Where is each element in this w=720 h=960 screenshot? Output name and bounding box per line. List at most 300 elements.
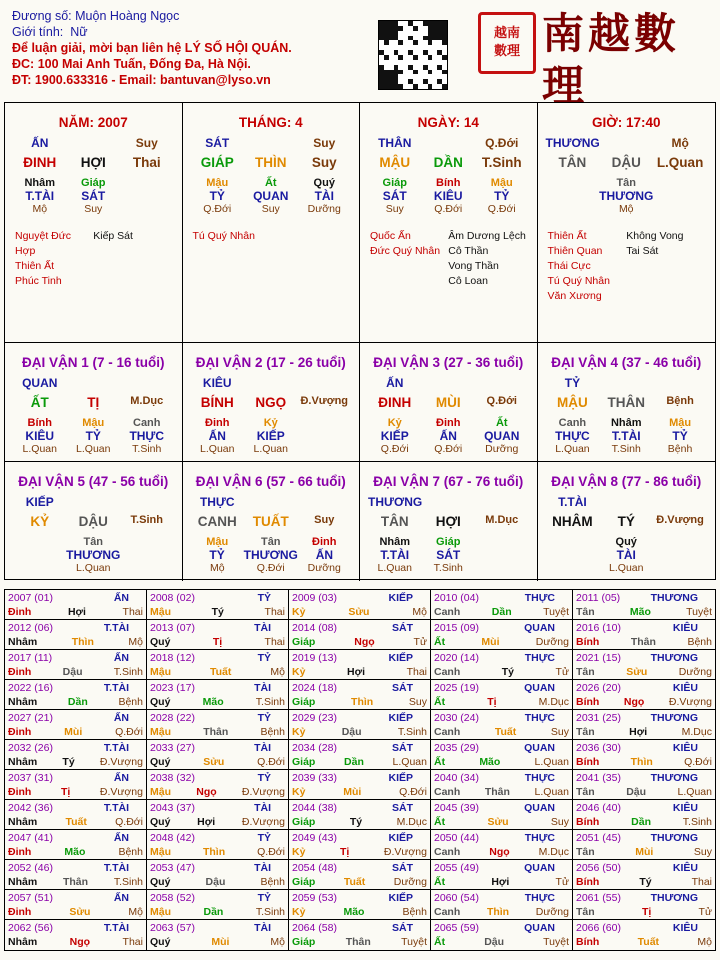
year-line-1: [434, 861, 569, 875]
year-cell[interactable]: [147, 590, 289, 620]
pillar-stem-branch-0: TÂN: [558, 155, 587, 170]
year-line-1: [434, 681, 569, 695]
pillar-stem-branch-2: Thai: [132, 155, 161, 170]
year-stem: Tân: [576, 606, 595, 618]
year-line-2: [434, 815, 569, 829]
dai-van-hidden-stage-0: L.Quan: [555, 443, 590, 455]
dai-van-hidden-stage-row: [360, 562, 537, 574]
year-line-1: [434, 621, 569, 635]
year-cell[interactable]: [147, 620, 289, 650]
year-line-2: [434, 935, 569, 949]
year-cell[interactable]: [5, 680, 147, 710]
year-line-1: [8, 591, 143, 605]
year-branch: Dậu: [62, 666, 83, 678]
year-stem: Quý: [150, 876, 171, 888]
year-god: SÁT: [392, 682, 413, 694]
dai-van-stage: M.Dục: [130, 395, 164, 407]
year-cell[interactable]: [5, 830, 147, 860]
year-label: 2046 (40): [576, 802, 621, 814]
dai-van-stem-branch-row: [183, 395, 360, 413]
pillar-stage-1: Mộ: [618, 203, 634, 215]
year-cell[interactable]: [573, 800, 715, 830]
year-line-1: [8, 861, 143, 875]
dai-van-cell-8[interactable]: [538, 462, 716, 581]
year-label: 2028 (22): [150, 712, 195, 724]
year-stem: Kỷ: [292, 786, 306, 798]
pillar-top-god-row: [538, 136, 716, 151]
year-branch: Thân: [203, 726, 229, 738]
year-stem: Canh: [434, 786, 461, 798]
dai-van-hidden-0: Đinh: [205, 417, 230, 429]
star-item: Vong Thần: [448, 260, 499, 272]
pillar-hidden-stem-row: [360, 177, 537, 189]
year-cell[interactable]: [573, 920, 715, 950]
year-cell[interactable]: [5, 710, 147, 740]
year-cell[interactable]: [5, 620, 147, 650]
year-cell[interactable]: [289, 710, 431, 740]
year-god: KIẾP: [388, 772, 413, 784]
year-cell[interactable]: [289, 590, 431, 620]
dai-van-cell-6[interactable]: [183, 462, 361, 581]
blank: [67, 376, 121, 391]
year-stem: Mậu: [150, 726, 171, 738]
name-label: Đương số:: [12, 9, 72, 23]
year-line-1: [576, 711, 712, 725]
year-stage: Bệnh: [687, 636, 712, 648]
year-cell[interactable]: [573, 740, 715, 770]
dai-van-title: ĐẠI VẬN 7 (67 - 76 tuổi): [373, 474, 524, 489]
year-stage: Tuyệt: [401, 936, 427, 948]
year-label: 2021 (15): [576, 652, 621, 664]
dai-van-cell-4[interactable]: [538, 343, 716, 462]
star-item: Âm Dương Lệch: [448, 230, 526, 242]
year-cell[interactable]: [289, 740, 431, 770]
year-label: 2057 (51): [8, 892, 53, 904]
dai-van-branch: NGỌ: [255, 395, 287, 410]
year-stem: Ất: [434, 696, 446, 708]
year-cell[interactable]: [431, 830, 573, 860]
star-item: Thái Cực: [547, 260, 591, 272]
year-stem: Ất: [434, 636, 446, 648]
year-god: KIÊU: [672, 682, 698, 694]
year-stem: Mậu: [150, 666, 171, 678]
dai-van-stem: CANH: [197, 514, 237, 529]
year-branch: Dậu: [205, 876, 226, 888]
year-stage: Dưỡng: [535, 636, 569, 648]
year-stem: Giáp: [292, 816, 316, 828]
year-cell[interactable]: [431, 590, 573, 620]
year-line-1: [8, 651, 143, 665]
year-line-1: [8, 891, 143, 905]
year-cell[interactable]: [431, 920, 573, 950]
year-label: 2009 (03): [292, 592, 337, 604]
year-label: 2029 (23): [292, 712, 337, 724]
dai-van-hidden-god-2: THỰC: [129, 429, 165, 443]
year-cell[interactable]: [573, 710, 715, 740]
year-cell[interactable]: [573, 860, 715, 890]
contact-text[interactable]: ĐT: 1900.633316 - Email: bantuvan@lyso.vn: [12, 73, 271, 87]
year-cell[interactable]: [431, 710, 573, 740]
year-god: ẤN: [113, 772, 129, 784]
dai-van-branch: TỊ: [87, 395, 100, 410]
invite-text: Để luận giải, mời bạn liên hệ LÝ SỐ HỘI QUÁN.: [12, 41, 292, 55]
dai-van-god: KIẾP: [25, 495, 54, 509]
year-label: 2032 (26): [8, 742, 53, 754]
year-cell[interactable]: [289, 650, 431, 680]
pillar-stem-branch-1: THÌN: [255, 155, 287, 170]
blank: [599, 376, 653, 391]
dai-van-hidden-god-0: KIÊU: [25, 429, 55, 443]
dai-van-cell-5[interactable]: [5, 462, 183, 581]
year-branch: Tuất: [494, 726, 517, 738]
year-cell[interactable]: [431, 650, 573, 680]
year-cell[interactable]: [147, 830, 289, 860]
dai-van-god: THỰC: [199, 495, 235, 509]
year-stem: Canh: [434, 666, 461, 678]
year-stem: Canh: [434, 726, 461, 738]
gender-label: Giới tính:: [12, 25, 64, 39]
dai-van-branch: DẬU: [78, 514, 108, 529]
year-stem: Quý: [150, 816, 171, 828]
year-cell[interactable]: [147, 800, 289, 830]
year-branch: Ngọ: [196, 786, 217, 798]
year-cell[interactable]: [147, 770, 289, 800]
year-label: 2054 (48): [292, 862, 337, 874]
person-name: Muộn Hoàng Ngọc: [75, 9, 180, 23]
year-cell[interactable]: [289, 680, 431, 710]
year-cell[interactable]: [573, 890, 715, 920]
year-cell[interactable]: [289, 770, 431, 800]
year-stage: M.Dục: [538, 846, 569, 858]
year-branch: Thân: [630, 636, 656, 648]
pillar-hidden-god-1: SÁT: [81, 189, 106, 203]
year-line-2: [292, 755, 427, 769]
dai-van-hidden-god-2: [120, 548, 173, 562]
dai-van-hidden-1: Nhâm: [610, 417, 642, 429]
dai-van-god-row: [5, 376, 182, 391]
pillar-cell-0[interactable]: [5, 103, 183, 343]
pillar-top-god-row: [183, 136, 360, 151]
dai-van-title: ĐẠI VẬN 2 (17 - 26 tuổi): [195, 355, 346, 370]
star-item: Tú Quý Nhân: [547, 275, 610, 287]
dai-van-cell-1[interactable]: [5, 343, 183, 462]
year-stem: Kỷ: [292, 606, 306, 618]
year-label: 2042 (36): [8, 802, 53, 814]
year-god: ẤN: [113, 592, 129, 604]
year-line-1: [576, 831, 712, 845]
pillar-cell-1[interactable]: [183, 103, 361, 343]
year-stem: Nhâm: [8, 696, 38, 708]
year-branch: Hợi: [347, 666, 365, 678]
year-cell[interactable]: [431, 800, 573, 830]
year-stage: Thai: [122, 936, 143, 948]
year-line-2: [8, 815, 143, 829]
year-cell[interactable]: [5, 800, 147, 830]
year-cell[interactable]: [5, 860, 147, 890]
year-god: KIẾP: [388, 652, 413, 664]
year-branch: Ngọ: [489, 846, 510, 858]
year-label: 2037 (31): [8, 772, 53, 784]
year-branch: Tuất: [343, 876, 366, 888]
year-cell[interactable]: [289, 800, 431, 830]
year-stem: Đinh: [8, 846, 32, 858]
header: [12, 8, 372, 88]
year-line-1: [292, 591, 427, 605]
year-cell[interactable]: [573, 830, 715, 860]
year-cell[interactable]: [573, 620, 715, 650]
pillar-stage-row: [5, 203, 182, 215]
year-cell[interactable]: [147, 650, 289, 680]
year-branch: Hợi: [491, 876, 510, 888]
year-stage: Dưỡng: [535, 906, 569, 918]
year-label: 2049 (43): [292, 832, 337, 844]
year-god: THỰC: [524, 712, 555, 724]
year-cell[interactable]: [5, 920, 147, 950]
pillar-cell-2[interactable]: [360, 103, 538, 343]
pillar-cell-3[interactable]: [538, 103, 716, 343]
dai-van-hidden-row: [360, 536, 537, 548]
year-cell[interactable]: [431, 770, 573, 800]
year-stage: Thai: [264, 636, 285, 648]
pillar-top-god-1: [422, 136, 476, 151]
year-branch: Thân: [484, 786, 510, 798]
year-branch: Tý: [639, 876, 652, 888]
year-line-1: [150, 861, 285, 875]
pillar-stage-2: Q.Đới: [487, 203, 516, 215]
dai-van-hidden-2: [653, 536, 707, 548]
pillar-hidden-god-0: T.TÀI: [25, 189, 55, 203]
year-stage: Mộ: [697, 936, 712, 948]
dai-van-stem: ĐINH: [378, 395, 412, 410]
dai-van-hidden-stage-2: Dưỡng: [485, 443, 519, 455]
year-line-1: [434, 771, 569, 785]
year-label: 2038 (32): [150, 772, 195, 784]
year-stage: Q.Đới: [684, 756, 712, 768]
year-god: T.TÀI: [103, 862, 129, 874]
year-cell[interactable]: [289, 830, 431, 860]
year-cell[interactable]: [289, 890, 431, 920]
dai-van-stage: Đ.Vượng: [656, 514, 704, 526]
blank: [244, 376, 298, 391]
year-line-1: [434, 801, 569, 815]
stars-left: [15, 229, 93, 289]
year-stem: Quý: [150, 756, 171, 768]
year-god: TÀI: [254, 742, 271, 754]
blank: [120, 495, 174, 510]
dai-van-title: ĐẠI VẬN 4 (37 - 46 tuổi): [551, 355, 702, 370]
year-stage: Bệnh: [118, 696, 143, 708]
year-stem: Canh: [434, 846, 461, 858]
pillar-stars: [538, 229, 716, 304]
dai-van-hidden-god-row: [5, 548, 182, 562]
year-cell[interactable]: [431, 890, 573, 920]
pillar-stage-2: [653, 203, 707, 215]
pillar-stage-0: Suy: [385, 203, 404, 215]
year-cell[interactable]: [147, 890, 289, 920]
stars-right: [93, 229, 171, 289]
year-label: 2064 (58): [292, 922, 337, 934]
dai-van-stem: KỶ: [30, 514, 50, 529]
dai-van-hidden-row: [538, 417, 716, 429]
pillar-hidden-god-row: [538, 189, 716, 203]
pillar-title: NĂM: 2007: [58, 115, 128, 130]
pillar-stem-branch-1: DẦN: [433, 155, 463, 170]
pillar-hidden-stem-2: Mậu: [490, 177, 513, 189]
year-stage: Tử: [698, 906, 712, 918]
year-cell[interactable]: [147, 920, 289, 950]
year-line-1: [8, 921, 143, 935]
dai-van-hidden-god-1: THƯƠNG: [66, 548, 121, 562]
year-stem: Giáp: [292, 636, 316, 648]
year-god: T.TÀI: [103, 922, 129, 934]
dai-van-stem: NHÂM: [552, 514, 593, 529]
dai-van-hidden-god-0: [546, 548, 600, 562]
pillar-hidden-god-2: [120, 189, 174, 203]
year-god: SÁT: [392, 742, 413, 754]
year-line-2: [292, 935, 427, 949]
pillar-hidden-stem-row: [5, 177, 182, 189]
year-line-1: [292, 861, 427, 875]
dai-van-hidden-2: Canh: [133, 417, 161, 429]
year-branch: Sửu: [203, 756, 225, 768]
year-line-1: [576, 861, 712, 875]
dai-van-hidden-2: [298, 417, 352, 429]
year-god: TỶ: [257, 772, 271, 784]
year-cell[interactable]: [431, 740, 573, 770]
year-cell[interactable]: [5, 890, 147, 920]
dai-van-god: KIÊU: [202, 376, 232, 390]
year-stage: T.Sinh: [397, 726, 427, 738]
pillar-stage-0: Mộ: [32, 203, 48, 215]
pillar-stem-branch-0: GIÁP: [200, 155, 234, 170]
year-cell[interactable]: [573, 770, 715, 800]
year-cell[interactable]: [431, 680, 573, 710]
year-line-2: [576, 815, 712, 829]
star-item: Đức Quý Nhân: [370, 245, 441, 257]
year-cell[interactable]: [5, 590, 147, 620]
year-god: THỰC: [524, 652, 555, 664]
dai-van-hidden-stage-0: [13, 562, 67, 574]
year-line-2: [434, 755, 569, 769]
year-line-2: [434, 875, 569, 889]
dai-van-cell-2[interactable]: [183, 343, 361, 462]
dai-van-hidden-god-0: THỰC: [555, 429, 590, 443]
dai-van-hidden-2: [120, 536, 174, 548]
year-stage: Suy: [550, 726, 569, 738]
dai-van-god-row: [538, 495, 716, 510]
year-god: TỶ: [257, 892, 271, 904]
year-stem: Đinh: [8, 666, 32, 678]
year-god: TÀI: [254, 622, 271, 634]
year-branch: Thìn: [351, 696, 374, 708]
year-cell[interactable]: [5, 650, 147, 680]
year-line-2: [150, 755, 285, 769]
dai-van-hidden-stage-1: T.Sinh: [611, 443, 641, 455]
year-line-1: [8, 801, 143, 815]
year-label: 2030 (24): [434, 712, 479, 724]
year-line-2: [292, 725, 427, 739]
dai-van-hidden-god-1: TÀI: [616, 548, 636, 562]
year-cell[interactable]: [573, 680, 715, 710]
year-label: 2026 (20): [576, 682, 621, 694]
dai-van-cell-3[interactable]: [360, 343, 538, 462]
year-stem: Đinh: [8, 906, 32, 918]
year-stem: Giáp: [292, 876, 316, 888]
year-cell[interactable]: [147, 740, 289, 770]
pillar-hidden-stem-2: [653, 177, 707, 189]
year-stage: T.Sinh: [113, 876, 143, 888]
year-branch: Tị: [641, 906, 652, 918]
pillar-stem-branch-0: ĐINH: [23, 155, 57, 170]
qr-code-icon: [378, 20, 448, 90]
year-line-1: [576, 921, 712, 935]
year-cell[interactable]: [431, 860, 573, 890]
year-god: QUAN: [524, 622, 555, 634]
year-line-2: [8, 875, 143, 889]
year-cell[interactable]: [289, 860, 431, 890]
year-label: 2013 (07): [150, 622, 195, 634]
dai-van-hidden-god-0: T.TÀI: [380, 548, 410, 562]
year-label: 2017 (11): [8, 652, 53, 664]
year-god: TỶ: [257, 592, 271, 604]
star-item: Kiếp Sát: [93, 230, 133, 242]
dai-van-hidden-god-2: [475, 548, 529, 562]
pillar-hidden-god-2: [653, 189, 707, 203]
blank: [298, 376, 352, 391]
year-cell[interactable]: [147, 860, 289, 890]
year-label: 2060 (54): [434, 892, 479, 904]
year-label: 2043 (37): [150, 802, 195, 814]
dai-van-hidden-stage-2: Dưỡng: [307, 562, 341, 574]
year-line-1: [150, 891, 285, 905]
year-cell[interactable]: [5, 740, 147, 770]
pillar-hidden-stem-1: Ất: [264, 177, 277, 189]
dai-van-hidden-stage-2: T.Sinh: [132, 443, 162, 455]
year-god: T.TÀI: [103, 622, 129, 634]
dai-van-hidden-stage-1: T.Sinh: [433, 562, 463, 574]
dai-van-stem-branch-row: [360, 395, 537, 413]
pillar-hidden-stem-2: Quý: [313, 177, 335, 189]
year-stage: Thai: [122, 606, 143, 618]
year-cell[interactable]: [147, 710, 289, 740]
year-cell[interactable]: [431, 620, 573, 650]
pillar-title: THÁNG: 4: [238, 115, 303, 130]
year-branch: Mùi: [64, 726, 83, 738]
year-cell[interactable]: [573, 650, 715, 680]
year-cell[interactable]: [573, 590, 715, 620]
year-line-2: [434, 905, 569, 919]
year-cell[interactable]: [5, 770, 147, 800]
dai-van-hidden-2: [475, 536, 529, 548]
pillar-hidden-stem-2: [120, 177, 174, 189]
dai-van-hidden-row: [5, 536, 182, 548]
year-line-2: [576, 845, 712, 859]
year-cell[interactable]: [147, 680, 289, 710]
dai-van-hidden-0: Kỷ: [387, 417, 402, 429]
blank: [653, 376, 707, 391]
year-god: QUAN: [524, 922, 555, 934]
year-stem: Đinh: [8, 726, 32, 738]
year-branch: Mùi: [635, 846, 654, 858]
dai-van-hidden-1: Giáp: [436, 536, 461, 548]
dai-van-cell-7[interactable]: [360, 462, 538, 581]
year-cell[interactable]: [289, 620, 431, 650]
year-stage: L.Quan: [534, 756, 569, 768]
year-label: 2033 (27): [150, 742, 195, 754]
year-stem: Quý: [150, 636, 171, 648]
year-cell[interactable]: [289, 920, 431, 950]
star-item: Cô Loan: [448, 275, 488, 287]
